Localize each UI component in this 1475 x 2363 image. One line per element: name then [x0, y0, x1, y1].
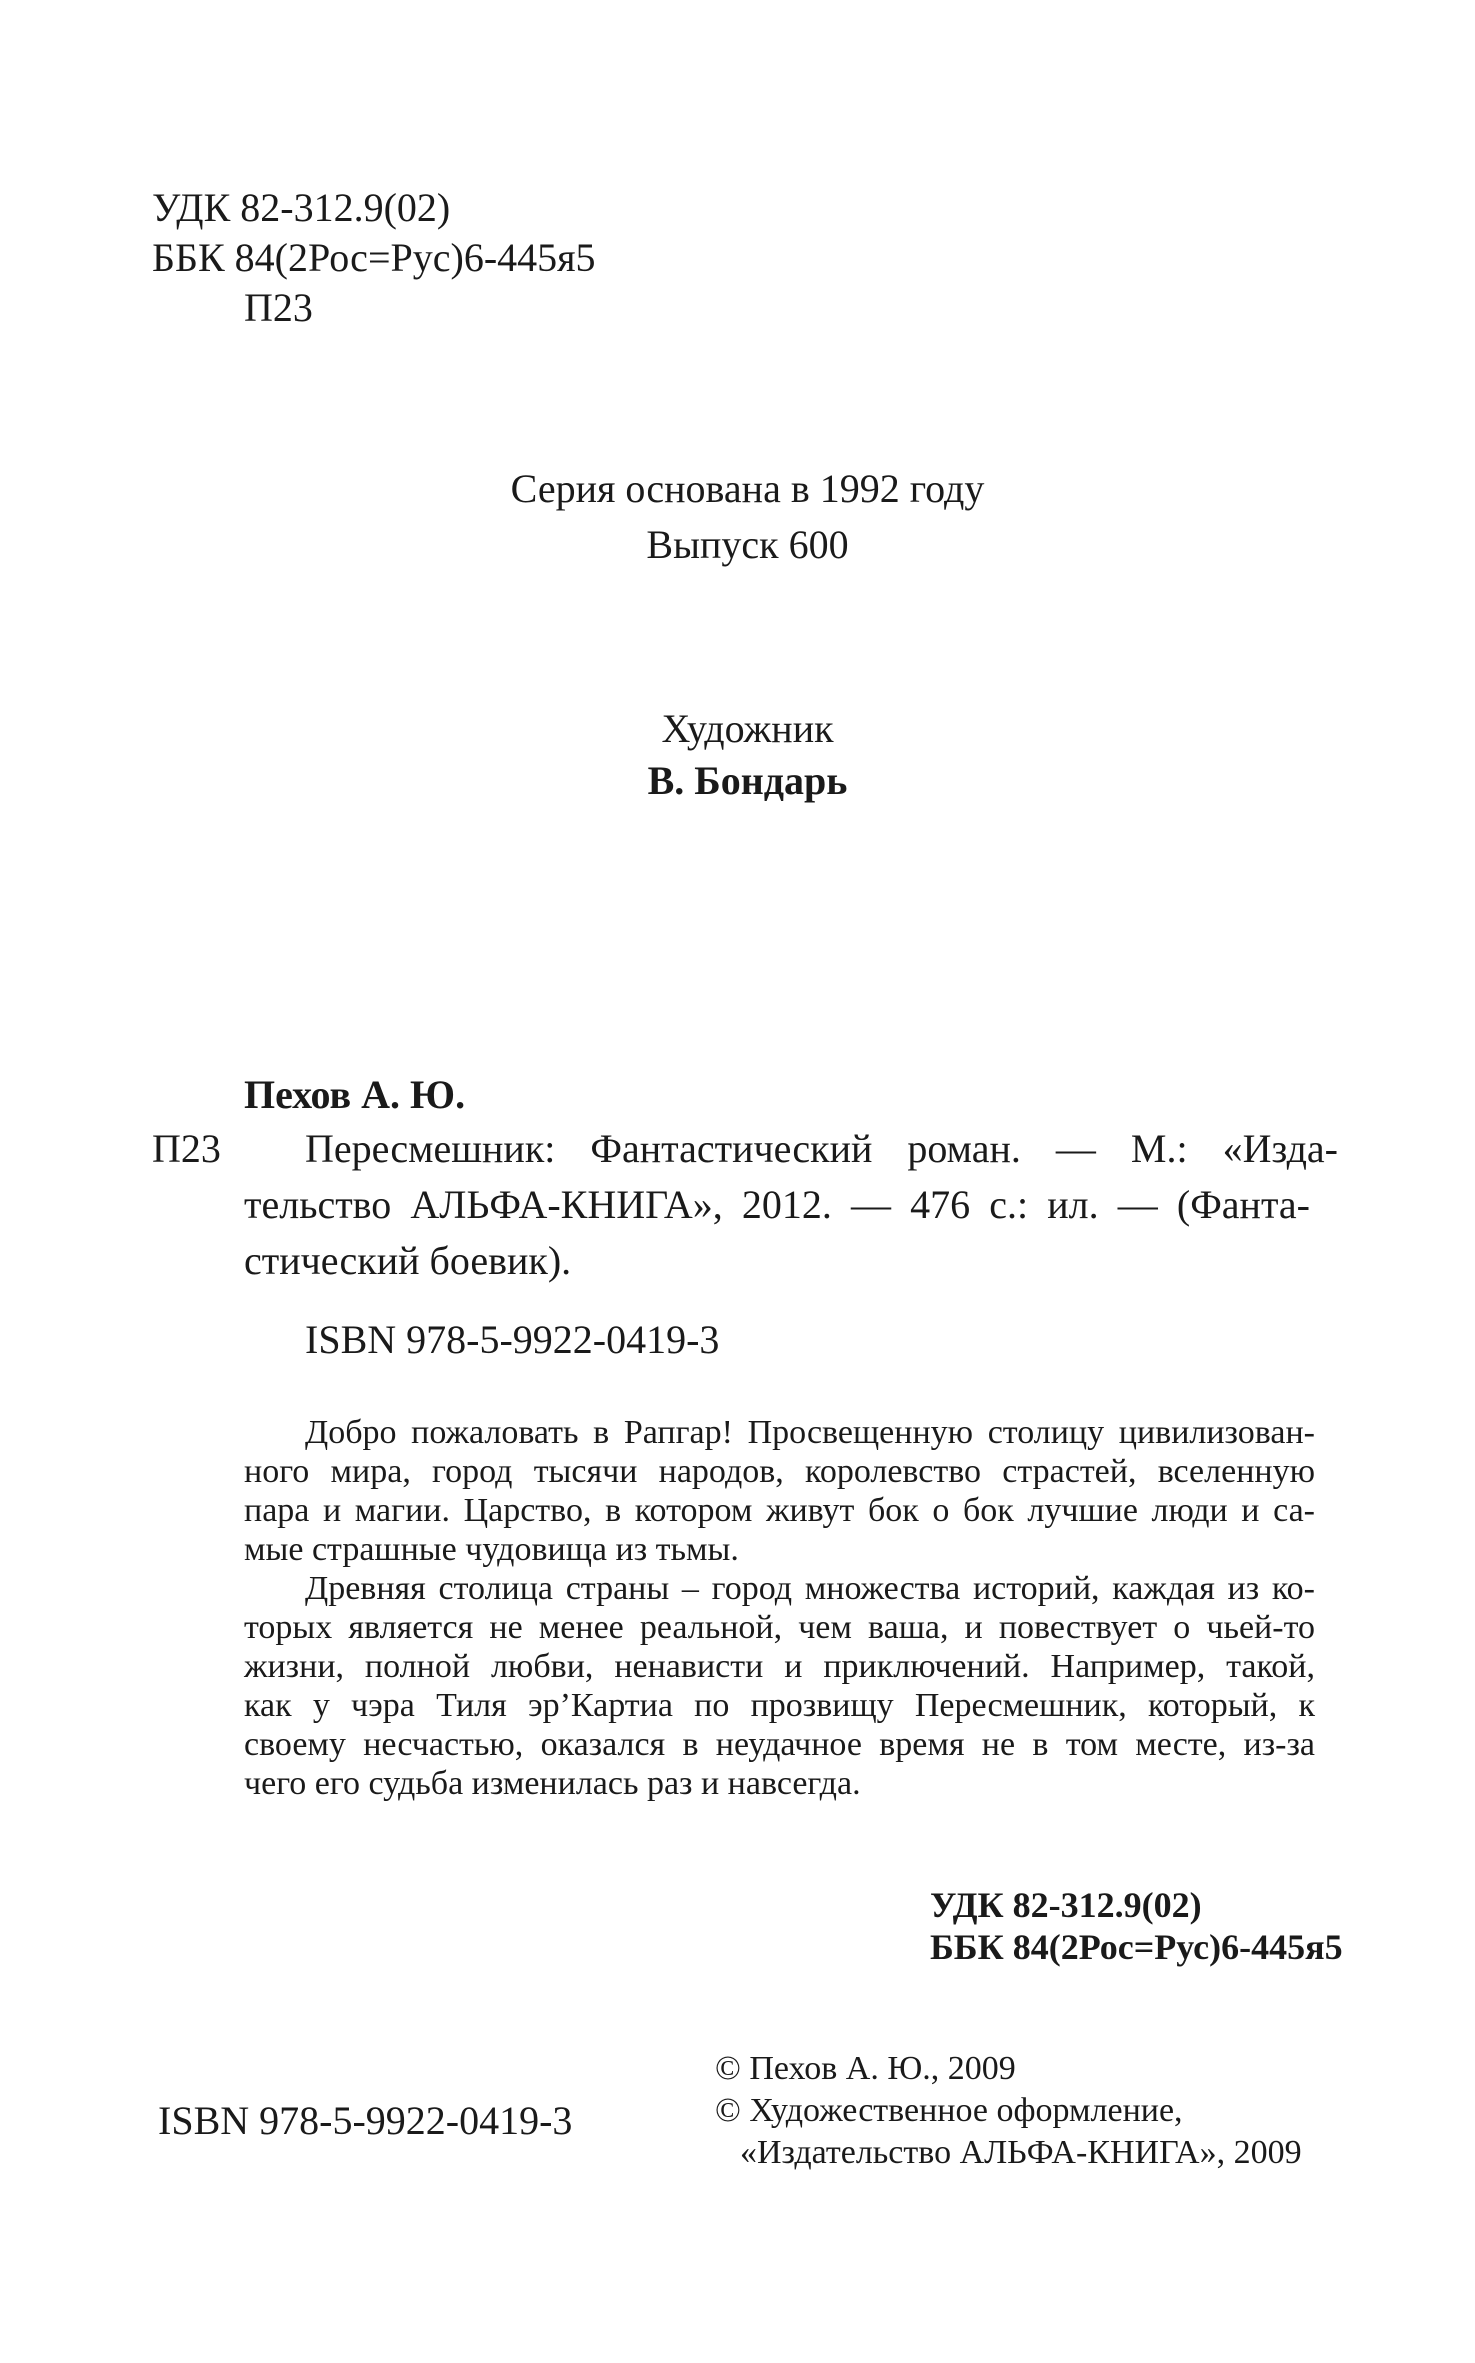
annotation-line: пара и магии. Царство, в котором живут бок о бок лучшие люди и са-	[244, 1492, 1315, 1529]
biblio-mark: П23	[152, 1126, 221, 1171]
annotation-line: чего его судьба изменилась раз и навсегда.	[244, 1765, 861, 1802]
annotation-line: Древняя столица страны – город множества историй, каждая из ко-	[305, 1570, 1315, 1607]
series-issue: Выпуск 600	[646, 522, 849, 567]
annotation-line: ного мира, город тысячи народов, королевство страстей, вселенную	[244, 1453, 1315, 1490]
annotation-line: своему несчастью, оказался в неудачное время не в том месте, из-за	[244, 1726, 1315, 1763]
artist-label: Художник	[661, 706, 834, 751]
bottom-bbk-code: ББК 84(2Рос=Рус)6-445я5	[930, 1927, 1343, 1967]
copyright-author: © Пехов А. Ю., 2009	[715, 2050, 1016, 2087]
biblio-author: Пехов А. Ю.	[244, 1072, 466, 1117]
biblio-line: тельство АЛЬФА-КНИГА», 2012. — 476 с.: ил. — (Фанта-	[244, 1182, 1310, 1227]
series-founded: Серия основана в 1992 году	[510, 466, 985, 511]
biblio-line: Пересмешник: Фантастический роман. — М.: «Изда-	[305, 1126, 1338, 1171]
udk-code: УДК 82-312.9(02)	[152, 185, 451, 230]
annotation-line: как у чэра Тиля эр’Картиа по прозвищу Пересмешник, который, к	[244, 1687, 1315, 1724]
biblio-line: стический боевик).	[244, 1238, 572, 1283]
bbk-code: ББК 84(2Рос=Рус)6-445я5	[152, 235, 596, 280]
biblio-isbn: ISBN 978-5-9922-0419-3	[305, 1317, 720, 1362]
annotation-line: торых является не менее реальной, чем ваша, и повествует о чьей-то	[244, 1609, 1315, 1646]
bottom-udk-code: УДК 82-312.9(02)	[930, 1885, 1202, 1925]
annotation-line: жизни, полной любви, ненависти и приключений. Например, такой,	[244, 1648, 1315, 1685]
copyright-design: © Художественное оформление,	[715, 2092, 1183, 2129]
artist-name: В. Бондарь	[647, 758, 848, 803]
author-mark: П23	[244, 285, 313, 330]
annotation-line: мые страшные чудовища из тьмы.	[244, 1531, 739, 1568]
annotation-line: Добро пожаловать в Рапгар! Просвещенную столицу цивилизован-	[305, 1414, 1315, 1451]
copyright-publisher: «Издательство АЛЬФА-КНИГА», 2009	[740, 2134, 1302, 2171]
footer-isbn: ISBN 978-5-9922-0419-3	[158, 2098, 573, 2143]
